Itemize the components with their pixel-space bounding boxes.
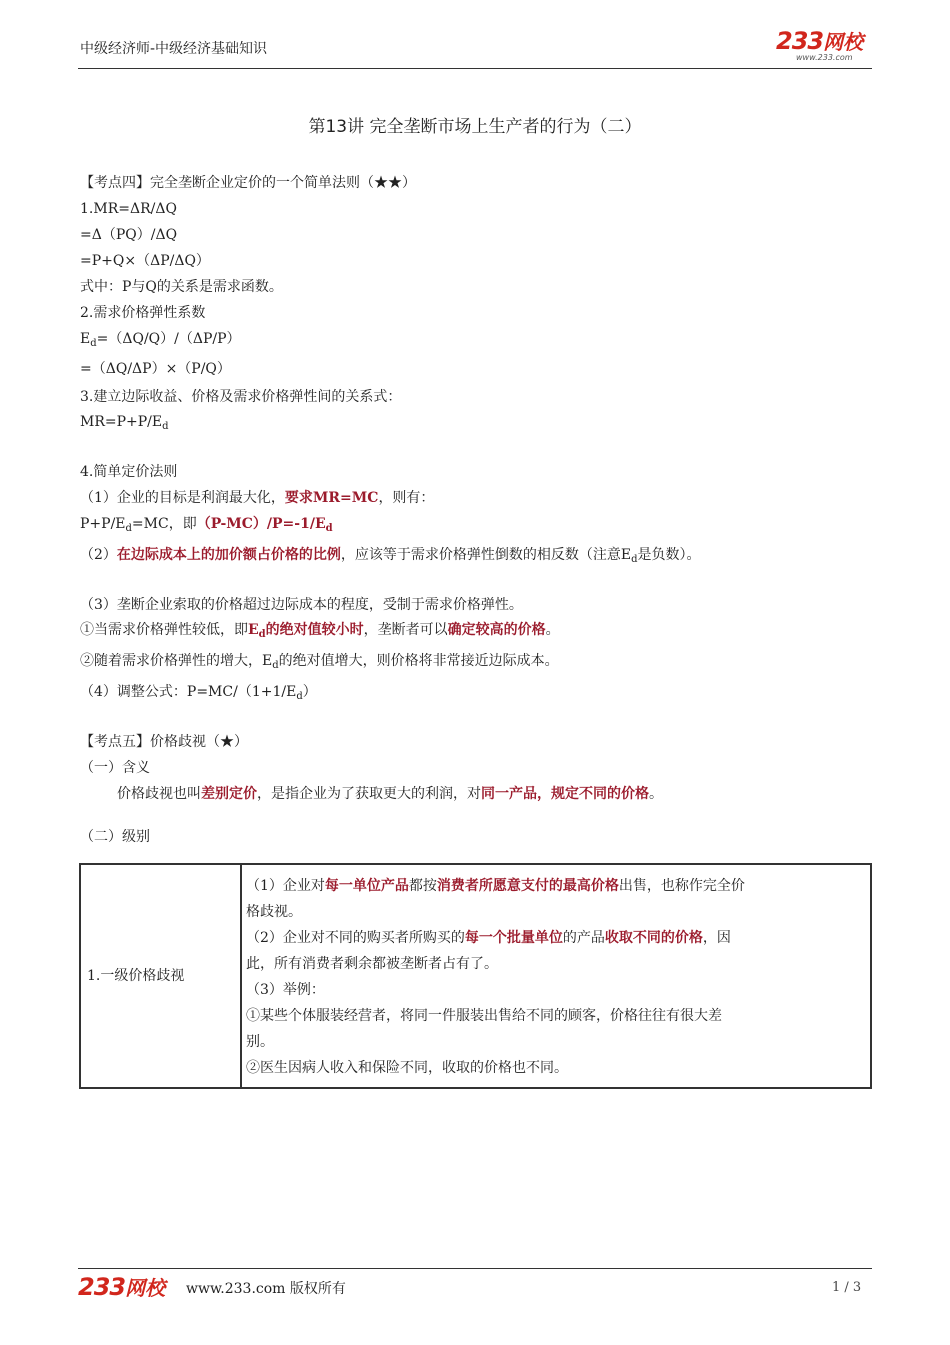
highlight: 要求MR=MC — [284, 490, 379, 506]
table-row — [80, 864, 871, 1088]
formula-line: $E_d=(\Delta Q/Q)/(\Delta P/P)$ — [80, 331, 241, 349]
formula-line: 1.MR=ΔR/ΔQ — [80, 201, 177, 217]
text-line: （3）垄断企业索取的价格超过边际成本的程度，受制于需求价格弹性。 — [80, 597, 523, 613]
highlight: 确定较高的价格 — [447, 622, 546, 638]
formula-line: $P+P/E_d=MC$，即$(P-MC)/P=-1/E_d$ — [80, 516, 333, 534]
formula-line: $MR=P+P/E_d$ — [80, 414, 169, 432]
page-title: 第13讲 完全垄断市场上生产者的行为（二） — [308, 117, 642, 137]
highlight: 同一产品，规定不同的价格 — [481, 786, 649, 802]
footer-divider — [78, 1268, 872, 1269]
text-line: （2）在边际成本上的加价额占价格的比例，应该等于需求价格弹性倒数的相反数（注意$E_d$是负数）。 — [80, 547, 701, 565]
price-discrimination-table — [79, 863, 872, 1089]
text-line: 价格歧视也叫差别定价，是指企业为了获取更大的利润，对同一产品，规定不同的价格。 — [117, 786, 663, 802]
footer-copyright: www.233.com 版权所有 — [186, 1281, 346, 1297]
brand-logo[interactable] — [776, 26, 863, 55]
text-line: ①当需求价格弹性较低，即$E_d$的绝对值较小时，垄断者可以确定较高的价格。 — [80, 622, 560, 640]
text-line: ②随着需求价格弹性的增大，$E_d$的绝对值增大，则价格将非常接近边际成本。 — [80, 653, 559, 671]
table-cell-content: （1）企业对每一单位产品都按消费者所愿意支付的最高价格出售，也称作完全价 格歧视。 （2）企业对不同的购买者所购买的每一个批量单位的产品收取不同的价格，因 此，所有消费者剩余都被垄断者占有了。 （3）举例： ①某些个体服装经营者，将同一件服装出售给不同的顾客，价格往往有很大差 别。 ②医生因病人收入和保险不同，收取的价格也不同。 — [241, 864, 871, 1088]
highlight: $(P-MC)/P=-1/E_d$ — [196, 516, 333, 534]
subheading: 2.需求价格弹性系数 — [80, 305, 206, 321]
formula-line: =Δ（PQ）/ΔQ — [80, 227, 178, 243]
highlight: 在边际成本上的加价额占价格的比例 — [116, 547, 341, 563]
subheading: 3.建立边际收益、价格及需求价格弹性间的关系式： — [80, 389, 402, 405]
formula-line: （4）调整公式：$P=MC/(1+1/E_d)$ — [80, 684, 317, 702]
page-number: 1 / 3 — [832, 1280, 862, 1295]
subheading: （二）级别 — [80, 829, 150, 845]
logo-url: www.233.com — [796, 53, 853, 62]
subheading: 4.简单定价法则 — [80, 464, 178, 480]
logo-text: 网校 — [823, 30, 864, 54]
logo-number: 233 — [78, 1273, 126, 1301]
formula-line: =（ΔQ/ΔP）×（P/Q） — [80, 361, 231, 377]
table-cell-label: 1.一级价格歧视 — [80, 864, 241, 1088]
text-line: 式中：P与Q的关系是需求函数。 — [80, 279, 283, 295]
highlight: 差别定价 — [201, 786, 257, 802]
logo-text: 网校 — [125, 1276, 166, 1300]
highlight: $E_d$的绝对值较小时 — [248, 622, 364, 640]
subheading: （一）含义 — [80, 760, 150, 776]
logo-number: 233 — [776, 27, 824, 55]
text-line: （1）企业的目标是利润最大化，要求MR=MC，则有： — [80, 490, 435, 506]
header-title: 中级经济师-中级经济基础知识 — [80, 41, 268, 57]
section-heading-5: 【考点五】价格歧视（★） — [80, 734, 248, 750]
section-heading-4: 【考点四】完全垄断企业定价的一个简单法则（★★） — [80, 175, 416, 191]
header-divider — [78, 68, 872, 69]
footer-logo[interactable] — [78, 1272, 165, 1301]
formula-line: =P+Q×（ΔP/ΔQ） — [80, 253, 210, 269]
